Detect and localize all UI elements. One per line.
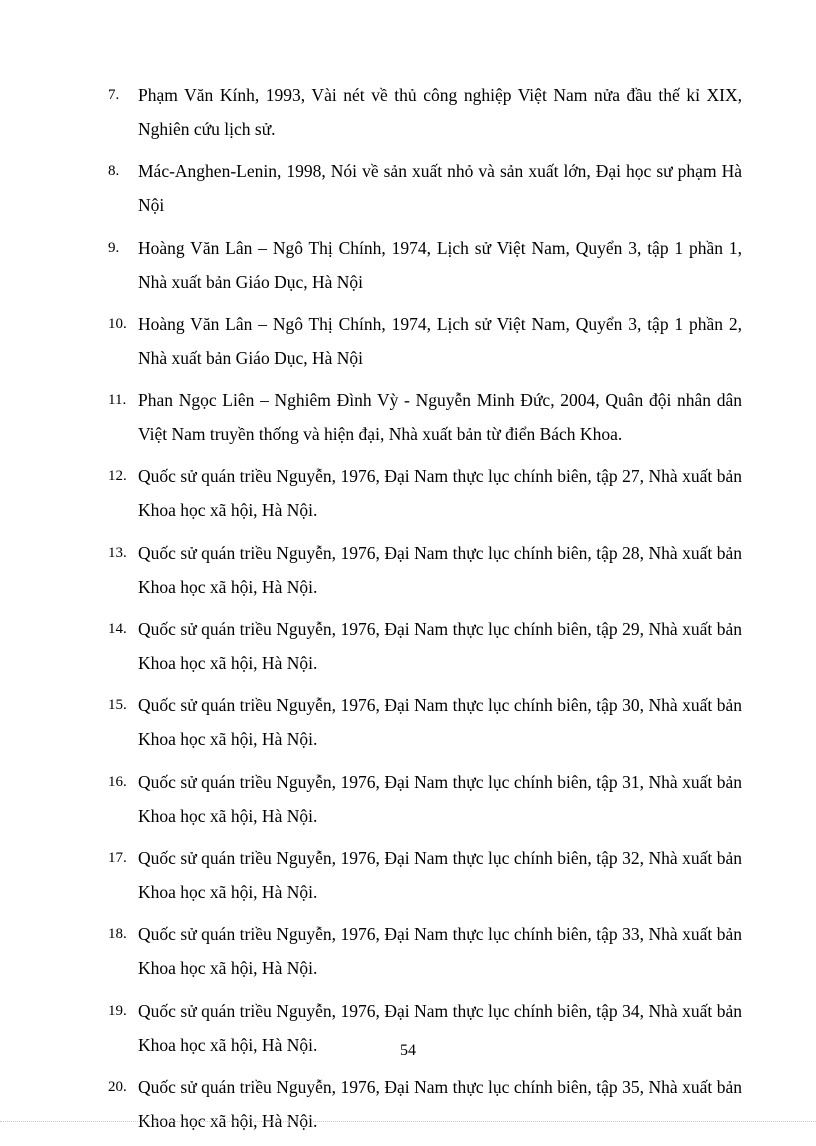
reference-text: Quốc sử quán triều Nguyễn, 1976, Đại Nam thực lục chính biên, tập 29, Nhà xuất bản Khoa học xã hội, Hà Nội. [138, 619, 742, 674]
reference-text: Quốc sử quán triều Nguyễn, 1976, Đại Nam thực lục chính biên, tập 33, Nhà xuất bản Khoa học xã hội, Hà Nội. [138, 924, 742, 979]
reference-text: Hoàng Văn Lân – Ngô Thị Chính, 1974, Lịch sử Việt Nam, Quyển 3, tập 1 phần 1, Nhà xuất bản Giáo Dục, Hà Nội [138, 237, 742, 292]
reference-item [108, 383, 742, 451]
reference-number: 17. [108, 849, 127, 866]
reference-item [108, 765, 742, 833]
reference-number: 19. [108, 1002, 127, 1019]
reference-text: Hoàng Văn Lân – Ngô Thị Chính, 1974, Lịch sử Việt Nam, Quyển 3, tập 1 phần 2, Nhà xuất bản Giáo Dục, Hà Nội [138, 313, 742, 368]
reference-text: Phạm Văn Kính, 1993, Vài nét về thủ công nghiệp Việt Nam nửa đầu thế kỉ XIX, Nghiên cứu lịch sử. [138, 85, 742, 139]
reference-text: Quốc sử quán triều Nguyễn, 1976, Đại Nam thực lục chính biên, tập 30, Nhà xuất bản Khoa học xã hội, Hà Nội. [138, 695, 742, 750]
reference-text: Quốc sử quán triều Nguyễn, 1976, Đại Nam thực lục chính biên, tập 31, Nhà xuất bản Khoa học xã hội, Hà Nội. [138, 771, 742, 826]
reference-number: 20. [108, 1078, 127, 1095]
reference-text: Quốc sử quán triều Nguyễn, 1976, Đại Nam thực lục chính biên, tập 32, Nhà xuất bản Khoa học xã hội, Hà Nội. [138, 847, 742, 902]
reference-item [108, 459, 742, 527]
page-number: 54 [400, 1042, 416, 1059]
reference-item [108, 841, 742, 909]
reference-number: 15. [108, 697, 127, 714]
reference-item [108, 688, 742, 756]
reference-number: 9. [108, 239, 120, 256]
reference-number: 13. [108, 544, 127, 561]
reference-text: Quốc sử quán triều Nguyễn, 1976, Đại Nam thực lục chính biên, tập 35, Nhà xuất bản Khoa học xã hội, Hà Nội. [138, 1076, 742, 1131]
reference-list [108, 78, 742, 1146]
reference-number: 12. [108, 468, 127, 485]
reference-item [108, 536, 742, 604]
reference-item [108, 1070, 742, 1138]
reference-text: Quốc sử quán triều Nguyễn, 1976, Đại Nam thực lục chính biên, tập 27, Nhà xuất bản Khoa học xã hội, Hà Nội. [138, 466, 742, 521]
reference-item [108, 917, 742, 985]
reference-item [108, 612, 742, 680]
reference-number: 14. [108, 621, 127, 638]
reference-number: 16. [108, 773, 127, 790]
reference-number: 11. [108, 392, 127, 409]
reference-item [108, 78, 742, 146]
reference-number: 8. [108, 163, 120, 180]
reference-text: Mác-Anghen-Lenin, 1998, Nói về sản xuất nhỏ và sản xuất lớn, Đại học sư phạm Hà Nội [138, 161, 742, 216]
reference-item [108, 154, 742, 222]
reference-number: 10. [108, 315, 127, 332]
reference-text: Quốc sử quán triều Nguyễn, 1976, Đại Nam thực lục chính biên, tập 28, Nhà xuất bản Khoa học xã hội, Hà Nội. [138, 542, 742, 597]
reference-text: Phan Ngọc Liên – Nghiêm Đình Vỳ - Nguyễn Minh Đức, 2004, Quân đội nhân dân Việt Nam truyền thống và hiện đại, Nhà xuất bản từ điển Bách Khoa. [138, 390, 742, 445]
reference-number: 7. [108, 87, 120, 103]
page-bottom-divider [0, 1121, 816, 1122]
reference-text: Quốc sử quán triều Nguyễn, 1976, Đại Nam thực lục chính biên, tập 34, Nhà xuất bản Khoa học xã hội, Hà Nội. [138, 1000, 742, 1055]
reference-number: 18. [108, 926, 127, 943]
reference-item [108, 307, 742, 375]
reference-item [108, 231, 742, 299]
